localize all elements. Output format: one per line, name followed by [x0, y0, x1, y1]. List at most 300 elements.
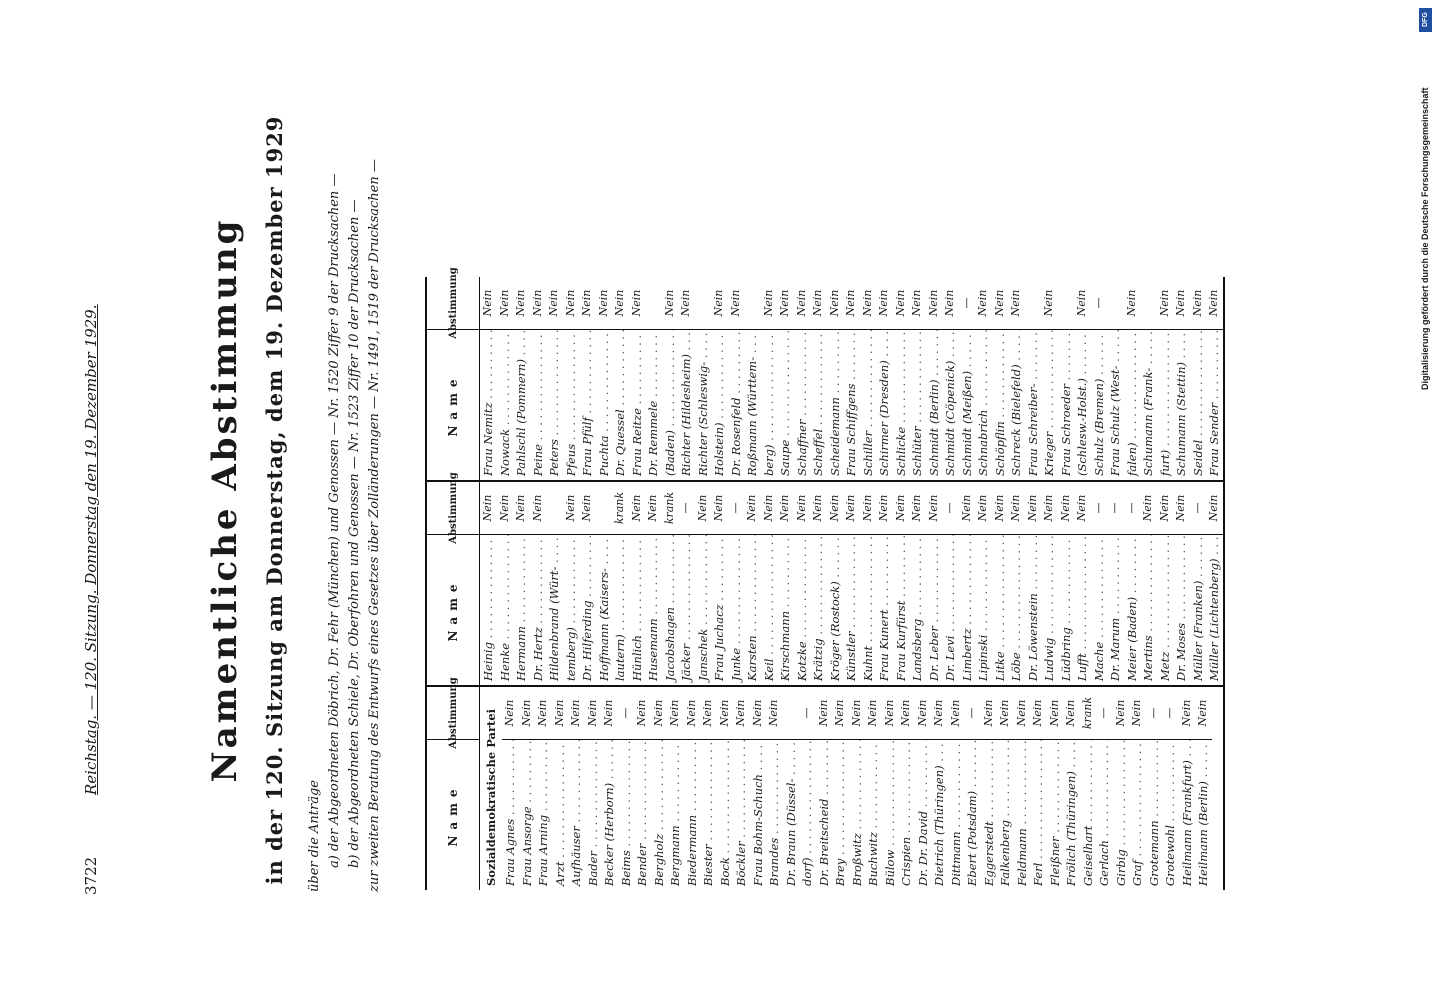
member-name: Brandes . . . [766, 740, 783, 890]
table-row [480, 277, 497, 480]
vote-value: Nein [876, 277, 893, 330]
vote-value: Nein [761, 482, 778, 535]
vote-value: Nein [997, 687, 1014, 740]
member-name: Meier (Baden) . . . [1124, 535, 1141, 685]
vote-value: Nein [535, 687, 552, 740]
table-row [1025, 277, 1042, 480]
table-row [695, 277, 712, 480]
member-name: Richter (Schleswig- . . . [695, 330, 712, 480]
vote-value: Nein [1173, 277, 1190, 330]
table-row [1096, 687, 1113, 890]
table-row [695, 482, 712, 685]
member-name: Dr. Hilferding . . . [579, 535, 596, 685]
table-row [1041, 277, 1058, 480]
table-row [1107, 482, 1124, 685]
table-row [519, 687, 536, 890]
vote-value: Nein [794, 277, 811, 330]
vote-value: Nein [827, 482, 844, 535]
member-name: (Baden) . . . [662, 330, 679, 480]
member-name: Lüdbring . . . [1058, 535, 1075, 685]
member-name: Frau Schiffgens . . . [843, 330, 860, 480]
member-name: Lufft . . . [1074, 535, 1091, 685]
member-name: Pfeus . . . [563, 330, 580, 480]
vote-value: Nein [860, 277, 877, 330]
vote-value: — [618, 687, 635, 740]
member-name: Frau Sender . . . [1206, 330, 1223, 480]
vote-value: Nein [645, 482, 662, 535]
table-row [601, 687, 618, 890]
table-row [1190, 482, 1207, 685]
table-row [678, 277, 695, 480]
vote-value: Nein [684, 687, 701, 740]
vote-value: Nein [882, 687, 899, 740]
vote-value: Nein [981, 687, 998, 740]
member-name: Bader . . . [585, 740, 602, 890]
member-name: Peters . . . [546, 330, 563, 480]
vote-value: Nein [766, 687, 783, 740]
table-row [1091, 277, 1108, 480]
vote-value: Nein [695, 482, 712, 535]
member-name: Janschek . . . [695, 535, 712, 685]
vote-value: Nein [552, 687, 569, 740]
vote-value: Nein [634, 687, 651, 740]
table-row [843, 277, 860, 480]
vote-value: Nein [629, 482, 646, 535]
member-name: Schlüter . . . [909, 330, 926, 480]
member-name: Kirschmann . . . [777, 535, 794, 685]
vote-value: Nein [530, 277, 547, 330]
member-name: Dr. Braun (Düssel- . . . [783, 740, 800, 890]
member-name: temberg) . . . [563, 535, 580, 685]
vote-value: Nein [1195, 687, 1212, 740]
member-name: Scheffel . . . [810, 330, 827, 480]
vote-value: Nein [1190, 277, 1207, 330]
dfg-funding-note [1420, 10, 1434, 990]
vote-value: Nein [651, 687, 668, 740]
table-row [992, 277, 1009, 480]
vote-value: Nein [678, 277, 695, 330]
member-name: Mertins . . . [1140, 535, 1157, 685]
table-row [645, 277, 662, 480]
vote-value: Nein [1074, 277, 1091, 330]
table-row [893, 277, 910, 480]
table-row [728, 277, 745, 480]
vote-value: Nein [563, 482, 580, 535]
motions-block [305, 12, 385, 892]
vote-value: Nein [948, 687, 965, 740]
member-name: Frau Pfülf . . . [579, 330, 596, 480]
vote-value: — [1146, 687, 1163, 740]
member-name: Hermann . . . [513, 535, 530, 685]
table-row [1162, 687, 1179, 890]
vote-value: Nein [865, 687, 882, 740]
table-row [1140, 482, 1157, 685]
table-row [898, 687, 915, 890]
member-name: Frau Kunert . . . [876, 535, 893, 685]
member-name: Krätzig . . . [810, 535, 827, 685]
member-name: Heinig . . . [480, 535, 497, 685]
member-name: Richter (Hildesheim) . . . [678, 330, 695, 480]
table-row [651, 687, 668, 890]
table-row [1195, 687, 1212, 890]
vote-value: Nein [926, 482, 943, 535]
table-row [552, 687, 569, 890]
member-name: Schiller . . . [860, 330, 877, 480]
vote-value: Nein [1058, 482, 1075, 535]
vote-value: Nein [893, 277, 910, 330]
member-name: Grotewohl . . . [1162, 740, 1179, 890]
vote-value: krank [1080, 687, 1097, 740]
member-name: Frau Schroeder . . . [1058, 330, 1075, 480]
member-name: Fleißner . . . [1047, 740, 1064, 890]
vote-value: Nein [568, 687, 585, 740]
vote-value: Nein [843, 482, 860, 535]
member-name: Dr. Hertz . . . [530, 535, 547, 685]
table-row [662, 482, 679, 685]
vote-value: Nein [711, 482, 728, 535]
table-row [629, 482, 646, 685]
table-row [794, 482, 811, 685]
vote-value: Nein [502, 687, 519, 740]
vote-value: Nein [717, 687, 734, 740]
vote-value: Nein [959, 482, 976, 535]
member-name: Limbertz . . . [959, 535, 976, 685]
vote-value: Nein [876, 482, 893, 535]
table-row [535, 687, 552, 890]
vote-value: Nein [1014, 687, 1031, 740]
table-row [1157, 277, 1174, 480]
table-row [662, 277, 679, 480]
vote-value [1058, 277, 1075, 330]
vote-value: Nein [931, 687, 948, 740]
vote-value: Nein [1041, 482, 1058, 535]
member-name: Dietrich (Thüringen) . . . [931, 740, 948, 890]
vote-value: Nein [530, 482, 547, 535]
vote-value: — [678, 482, 695, 535]
member-name: Frau Nemitz . . . [480, 330, 497, 480]
table-row [750, 687, 767, 890]
member-name: Aufhäuser . . . [568, 740, 585, 890]
table-row [777, 277, 794, 480]
table-row [502, 687, 519, 890]
vote-value: Nein [733, 687, 750, 740]
vote-value: Nein [513, 482, 530, 535]
table-row [1157, 482, 1174, 685]
table-row [893, 482, 910, 685]
column-header [427, 677, 480, 890]
table-row [678, 482, 695, 685]
vote-value: Nein [480, 277, 497, 330]
member-name: Frau Schulz (West- . . . [1107, 330, 1124, 480]
vote-value: Nein [596, 277, 613, 330]
table-row [546, 482, 563, 685]
table-row [915, 687, 932, 890]
member-name: Ebert (Potsdam) . . . [964, 740, 981, 890]
vote-value: Nein [761, 277, 778, 330]
vote-value: Nein [1157, 482, 1174, 535]
member-name: Kuhnt . . . [860, 535, 877, 685]
dfg-logo: DFG [1419, 8, 1432, 32]
member-name: Biedermann . . . [684, 740, 701, 890]
vote-value: Nein [744, 482, 761, 535]
member-name: Frau Arning . . . [535, 740, 552, 890]
column-body [480, 687, 1223, 890]
vote-value: — [959, 277, 976, 330]
table-row [981, 687, 998, 890]
vote-value: Nein [519, 687, 536, 740]
member-name: furt) . . . [1157, 330, 1174, 480]
table-row [1179, 687, 1196, 890]
name-header: Name [446, 578, 460, 642]
vote-value: Nein [975, 277, 992, 330]
vote-value: Nein [992, 482, 1009, 535]
vote-value: krank [662, 482, 679, 535]
vote-header: Abstimmung [427, 687, 479, 740]
member-name: Frau Juchacz . . . [711, 535, 728, 685]
vote-value: Nein [497, 482, 514, 535]
table-row [497, 482, 514, 685]
table-row [1008, 277, 1025, 480]
member-name: Schreck (Bielefeld) . . . [1008, 330, 1025, 480]
vote-value: — [1091, 277, 1108, 330]
vote-value: Nein [1047, 687, 1064, 740]
table-row [959, 277, 976, 480]
table-row [865, 687, 882, 890]
motion-a: a) der Abgeordneten Döbrich, Dr. Fehr (München) und Genossen — Nr. 1520 Ziffer 9 der Drucksachen — [327, 173, 342, 868]
name-header: Name [446, 783, 460, 847]
member-name: Dr. Moses . . . [1173, 535, 1190, 685]
table-row [717, 687, 734, 890]
vote-value: Nein [1030, 687, 1047, 740]
member-name: (Schlesw.-Holst.) . . . [1074, 330, 1091, 480]
table-row [992, 482, 1009, 685]
table-row [1140, 277, 1157, 480]
table-row [1025, 482, 1042, 685]
vote-header: Abstimmung [427, 482, 479, 535]
member-name: Dr. Quessel . . . [612, 330, 629, 480]
member-name: Dr. Leber . . . [926, 535, 943, 685]
vote-value: Nein [942, 277, 959, 330]
member-name: Henke . . . [497, 535, 514, 685]
member-name: Feldmann . . . [1014, 740, 1031, 890]
table-row [480, 482, 497, 685]
table-row [744, 482, 761, 685]
vote-value: Nein [909, 277, 926, 330]
table-row [634, 687, 651, 890]
member-name: Schumann (Stettin) . . . [1173, 330, 1190, 480]
table-row [1047, 687, 1064, 890]
table-row [1107, 277, 1124, 480]
member-name: Löbe . . . [1008, 535, 1025, 685]
table-row [876, 482, 893, 685]
member-name: Ferl . . . [1030, 740, 1047, 890]
member-name: Dr. Rosenfeld . . . [728, 330, 745, 480]
table-row [563, 482, 580, 685]
member-name: Dr. Remmele . . . [645, 330, 662, 480]
vote-value: Nein [777, 482, 794, 535]
table-row [1173, 482, 1190, 685]
member-name: Buchwitz . . . [865, 740, 882, 890]
member-name: Landsberg . . . [909, 535, 926, 685]
member-name: Dr. Dr. David . . . [915, 740, 932, 890]
member-name: Husemann . . . [645, 535, 662, 685]
member-name: Bülow . . . [882, 740, 899, 890]
vote-value: — [728, 482, 745, 535]
table-row [618, 687, 635, 890]
member-name: Bender . . . [634, 740, 651, 890]
table-row [530, 277, 547, 480]
vote-value: Nein [794, 482, 811, 535]
vote-value: Nein [662, 277, 679, 330]
member-name: Nowack . . . [497, 330, 514, 480]
member-name: Künstler . . . [843, 535, 860, 685]
member-name: Schnabrich . . . [975, 330, 992, 480]
vote-value: — [942, 482, 959, 535]
member-name: Metz . . . [1157, 535, 1174, 685]
vote-column [427, 677, 1223, 890]
table-row [579, 277, 596, 480]
member-name: Frau Schreiber- . . . [1025, 330, 1042, 480]
member-name: Graf . . . [1129, 740, 1146, 890]
vote-value: Nein [810, 277, 827, 330]
member-name: Mache . . . [1091, 535, 1108, 685]
table-row [530, 482, 547, 685]
vote-value: Nein [612, 277, 629, 330]
table-row [799, 687, 816, 890]
member-name: Frau Bohm-Schuch . . . [750, 740, 767, 890]
member-name: Hünlich . . . [629, 535, 646, 685]
table-row [579, 482, 596, 685]
table-row [1190, 277, 1207, 480]
member-name: Dr. Löwenstein . . . [1025, 535, 1042, 685]
vote-value: Nein [975, 482, 992, 535]
table-row [728, 482, 745, 685]
member-name: Puchta . . . [596, 330, 613, 480]
running-head-text: Reichstag. — 120. Sitzung. Donnerstag den 19. Dezember 1929. [82, 304, 100, 795]
table-row [975, 482, 992, 685]
vote-value: Nein [1173, 482, 1190, 535]
table-row [827, 277, 844, 480]
vote-header: Abstimmung [427, 277, 479, 330]
vote-value: — [1190, 482, 1207, 535]
table-row [766, 687, 783, 890]
table-row [645, 482, 662, 685]
table-row [1041, 482, 1058, 685]
vote-value: Nein [849, 687, 866, 740]
member-name: Müller (Lichtenberg) . . . [1206, 535, 1223, 685]
vote-value: Nein [750, 687, 767, 740]
table-row [794, 277, 811, 480]
table-row [1074, 277, 1091, 480]
table-row [1091, 482, 1108, 685]
member-name: Jacobshagen . . . [662, 535, 679, 685]
vote-value: Nein [810, 482, 827, 535]
vote-value [546, 482, 563, 535]
table-row [909, 277, 926, 480]
member-name: Junke . . . [728, 535, 745, 685]
table-row [497, 277, 514, 480]
vote-value: — [1162, 687, 1179, 740]
vote-table [425, 267, 1225, 890]
member-name: Seidel . . . [1190, 330, 1207, 480]
member-name: Beims . . . [618, 740, 635, 890]
vote-value: Nein [480, 482, 497, 535]
table-row [563, 277, 580, 480]
vote-value: — [799, 687, 816, 740]
vote-value: Nein [711, 277, 728, 330]
member-name: berg) . . . [761, 330, 778, 480]
vote-value: Nein [926, 277, 943, 330]
vote-value: Nein [1063, 687, 1080, 740]
vote-value: Nein [1157, 277, 1174, 330]
member-name: Schmidt (Cöpenick) . . . [942, 330, 959, 480]
table-row [1113, 687, 1130, 890]
table-row [882, 687, 899, 890]
table-row [948, 687, 965, 890]
vote-value: Nein [1041, 277, 1058, 330]
vote-value: Nein [629, 277, 646, 330]
table-row [513, 482, 530, 685]
vote-value [783, 687, 800, 740]
member-name: Karsten . . . [744, 535, 761, 685]
table-row [810, 277, 827, 480]
member-name: Gerlach . . . [1096, 740, 1113, 890]
vote-column [427, 267, 1223, 482]
vote-value: — [1091, 482, 1108, 535]
member-name: Heilmann (Berlin) . . . [1195, 740, 1212, 890]
vote-value: Nein [1025, 482, 1042, 535]
table-row [629, 277, 646, 480]
member-name: Dr. Breitscheid . . . [816, 740, 833, 890]
column-body [480, 277, 1223, 480]
table-row [612, 482, 629, 685]
member-name: Frau Ansorge . . . [519, 740, 536, 890]
member-name: lautern) . . . [612, 535, 629, 685]
table-row [1173, 277, 1190, 480]
member-name: Schmidt (Meißen) . . . [959, 330, 976, 480]
vote-value [744, 277, 761, 330]
member-name: Ludwig . . . [1041, 535, 1058, 685]
member-name: Schirmer (Dresden) . . . [876, 330, 893, 480]
member-name: Brey . . . [832, 740, 849, 890]
column-body [480, 482, 1223, 685]
member-name: Bergholz . . . [651, 740, 668, 890]
table-row [843, 482, 860, 685]
member-name: Hoffmann (Kaisers- . . . [596, 535, 613, 685]
member-name: Kröger (Rostock) . . . [827, 535, 844, 685]
vote-value: Nein [827, 277, 844, 330]
vote-value: Nein [1140, 482, 1157, 535]
vote-value: Nein [1206, 482, 1223, 535]
column-header [427, 472, 480, 685]
vote-value: Nein [915, 687, 932, 740]
table-row [810, 482, 827, 685]
table-row [568, 687, 585, 890]
table-row [1080, 687, 1097, 890]
vote-value: Nein [700, 687, 717, 740]
table-row [827, 482, 844, 685]
vote-value: Nein [1129, 687, 1146, 740]
member-name: Falkenberg . . . [997, 740, 1014, 890]
member-name: Scheidemann . . . [827, 330, 844, 480]
table-row [860, 482, 877, 685]
vote-value: Nein [832, 687, 849, 740]
vote-value: Nein [992, 277, 1009, 330]
member-name: Broßwitz . . . [849, 740, 866, 890]
member-name: Dittmann . . . [948, 740, 965, 890]
vote-value: Nein [601, 687, 618, 740]
member-name: Peine . . . [530, 330, 547, 480]
